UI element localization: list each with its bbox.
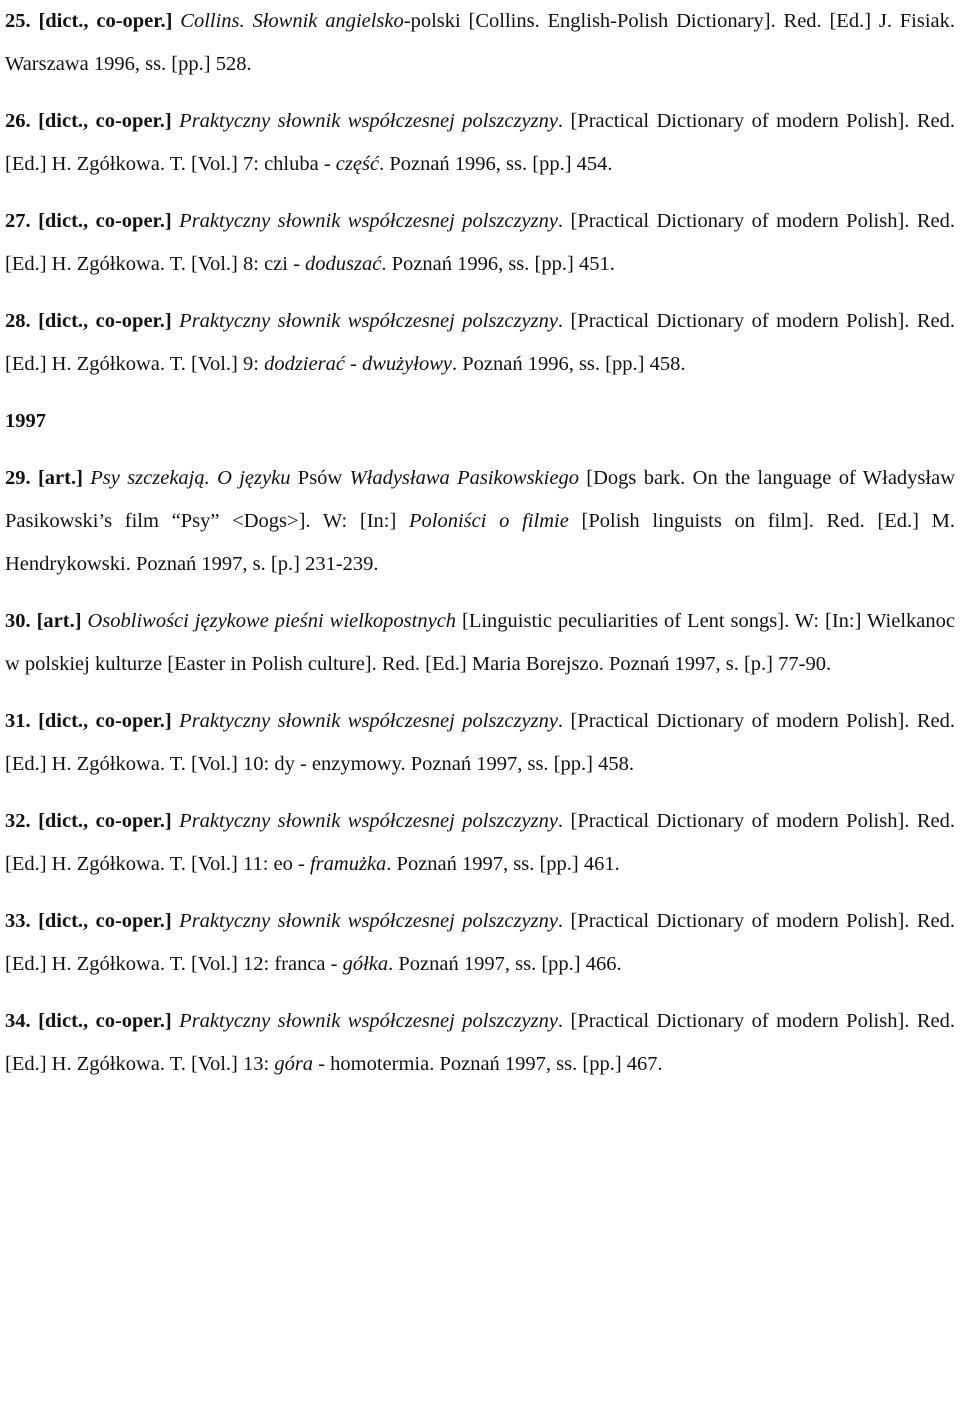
entry-label: 31. [dict., co-oper.] (5, 710, 172, 732)
entry-text: . [Practical Dictionary of modern Polish]. Red. [Ed.] H. Zgółkowa. T. [Vol.] 12: franca - (5, 910, 955, 975)
entry-label: 27. [dict., co-oper.] (5, 210, 172, 232)
entry-title: Władysława Pasikowskiego (349, 467, 579, 489)
entry-title: Praktyczny słownik współczesnej polszczyzny (179, 310, 558, 332)
entry-title: doduszać (305, 253, 382, 275)
entry-title: Praktyczny słownik współczesnej polszczyzny (179, 810, 558, 832)
entry-title: dodzierać - dwużyłowy (264, 353, 452, 375)
bibliography-entry (5, 457, 955, 586)
entry-text: . [Practical Dictionary of modern Polish]. Red. [Ed.] H. Zgółkowa. T. [Vol.] 7: chluba - (5, 110, 955, 175)
entry-text: [Linguistic peculiarities of Lent songs]. W: [In:] Wielkanoc w polskiej kulturze [Easter in Polish culture]. Red. [Ed.] Maria Borejszo. Poznań 1997, s. [p.] 77-90. (5, 610, 955, 675)
entry-label: 30. [art.] (5, 610, 82, 632)
entry-label: 25. [dict., co-oper.] (5, 10, 173, 32)
entry-title: Osobliwości językowe pieśni wielkopostnych (87, 610, 457, 632)
entry-text: Psów (290, 467, 350, 489)
entry-text: . [Practical Dictionary of modern Polish]. Red. [Ed.] H. Zgółkowa. T. [Vol.] 11: eo - (5, 810, 955, 875)
entry-title: część (335, 153, 380, 175)
entry-text: . [Practical Dictionary of modern Polish]. Red. [Ed.] H. Zgółkowa. T. [Vol.] 13: (5, 1010, 955, 1075)
bibliography-entry (5, 700, 955, 786)
entry-title: Praktyczny słownik współczesnej polszczyzny (179, 210, 558, 232)
entry-text: . Poznań 1997, ss. [pp.] 466. (388, 953, 622, 975)
entry-text: . Poznań 1996, ss. [pp.] 454. (379, 153, 613, 175)
entry-text: . [Practical Dictionary of modern Polish]. Red. [Ed.] H. Zgółkowa. T. [Vol.] 10: dy - enzymowy. Poznań 1997, ss. [pp.] 458. (5, 710, 955, 775)
bibliography-entry (5, 0, 955, 86)
entry-label: 28. [dict., co-oper.] (5, 310, 172, 332)
entry-text: . Poznań 1996, ss. [pp.] 458. (451, 353, 686, 375)
entry-title: Praktyczny słownik współczesnej polszczyzny (179, 910, 558, 932)
entry-title: gółka (342, 953, 389, 975)
entry-text: - homotermia. Poznań 1997, ss. [pp.] 467. (313, 1053, 663, 1075)
entry-title: Praktyczny słownik współczesnej polszczyzny (179, 110, 558, 132)
entry-text: . [Practical Dictionary of modern Polish]. Red. [Ed.] H. Zgółkowa. T. [Vol.] 8: czi - (5, 210, 955, 275)
entry-title: Psy szczekają. O języku (90, 467, 291, 489)
entry-title: Praktyczny słownik współczesnej polszczyzny (179, 1010, 558, 1032)
entry-title: góra (274, 1053, 314, 1075)
bibliography-entry (5, 900, 955, 986)
entry-text: [Dogs bark. On the language of Władysław Pasikowski’s film “Psy” <Dogs>]. W: [In:] (5, 467, 955, 532)
entry-title: Praktyczny słownik współczesnej polszczyzny (179, 710, 558, 732)
entry-text: -polski [Collins. English-Polish Dictionary]. Red. [Ed.] J. Fisiak. Warszawa 1996, ss. [pp.] 528. (5, 10, 956, 75)
entry-label: 32. [dict., co-oper.] (5, 810, 172, 832)
entry-title: framużka (309, 853, 387, 875)
entry-label: 33. [dict., co-oper.] (5, 910, 172, 932)
entry-label: 26. [dict., co-oper.] (5, 110, 172, 132)
entry-label: 29. [art.] (5, 467, 83, 489)
bibliography-entry (5, 100, 955, 186)
entry-text: [Polish linguists on film]. Red. [Ed.] M. Hendrykowski. Poznań 1997, s. [p.] 231-239. (5, 510, 956, 575)
entry-text: . Poznań 1996, ss. [pp.] 451. (381, 253, 615, 275)
entry-title: Poloniści o filmie (409, 510, 569, 532)
entry-label: 34. [dict., co-oper.] (5, 1010, 172, 1032)
bibliography-entry (5, 1000, 955, 1086)
bibliography-entry (5, 600, 955, 686)
bibliography-entry (5, 800, 955, 886)
bibliography-entry (5, 300, 955, 386)
year-heading: 1997 (5, 410, 46, 432)
entry-text: . [Practical Dictionary of modern Polish]. Red. [Ed.] H. Zgółkowa. T. [Vol.] 9: (5, 310, 955, 375)
entry-text: . Poznań 1997, ss. [pp.] 461. (386, 853, 620, 875)
bibliography-entry (5, 200, 955, 286)
entry-title: Collins. Słownik angielsko (180, 10, 404, 32)
